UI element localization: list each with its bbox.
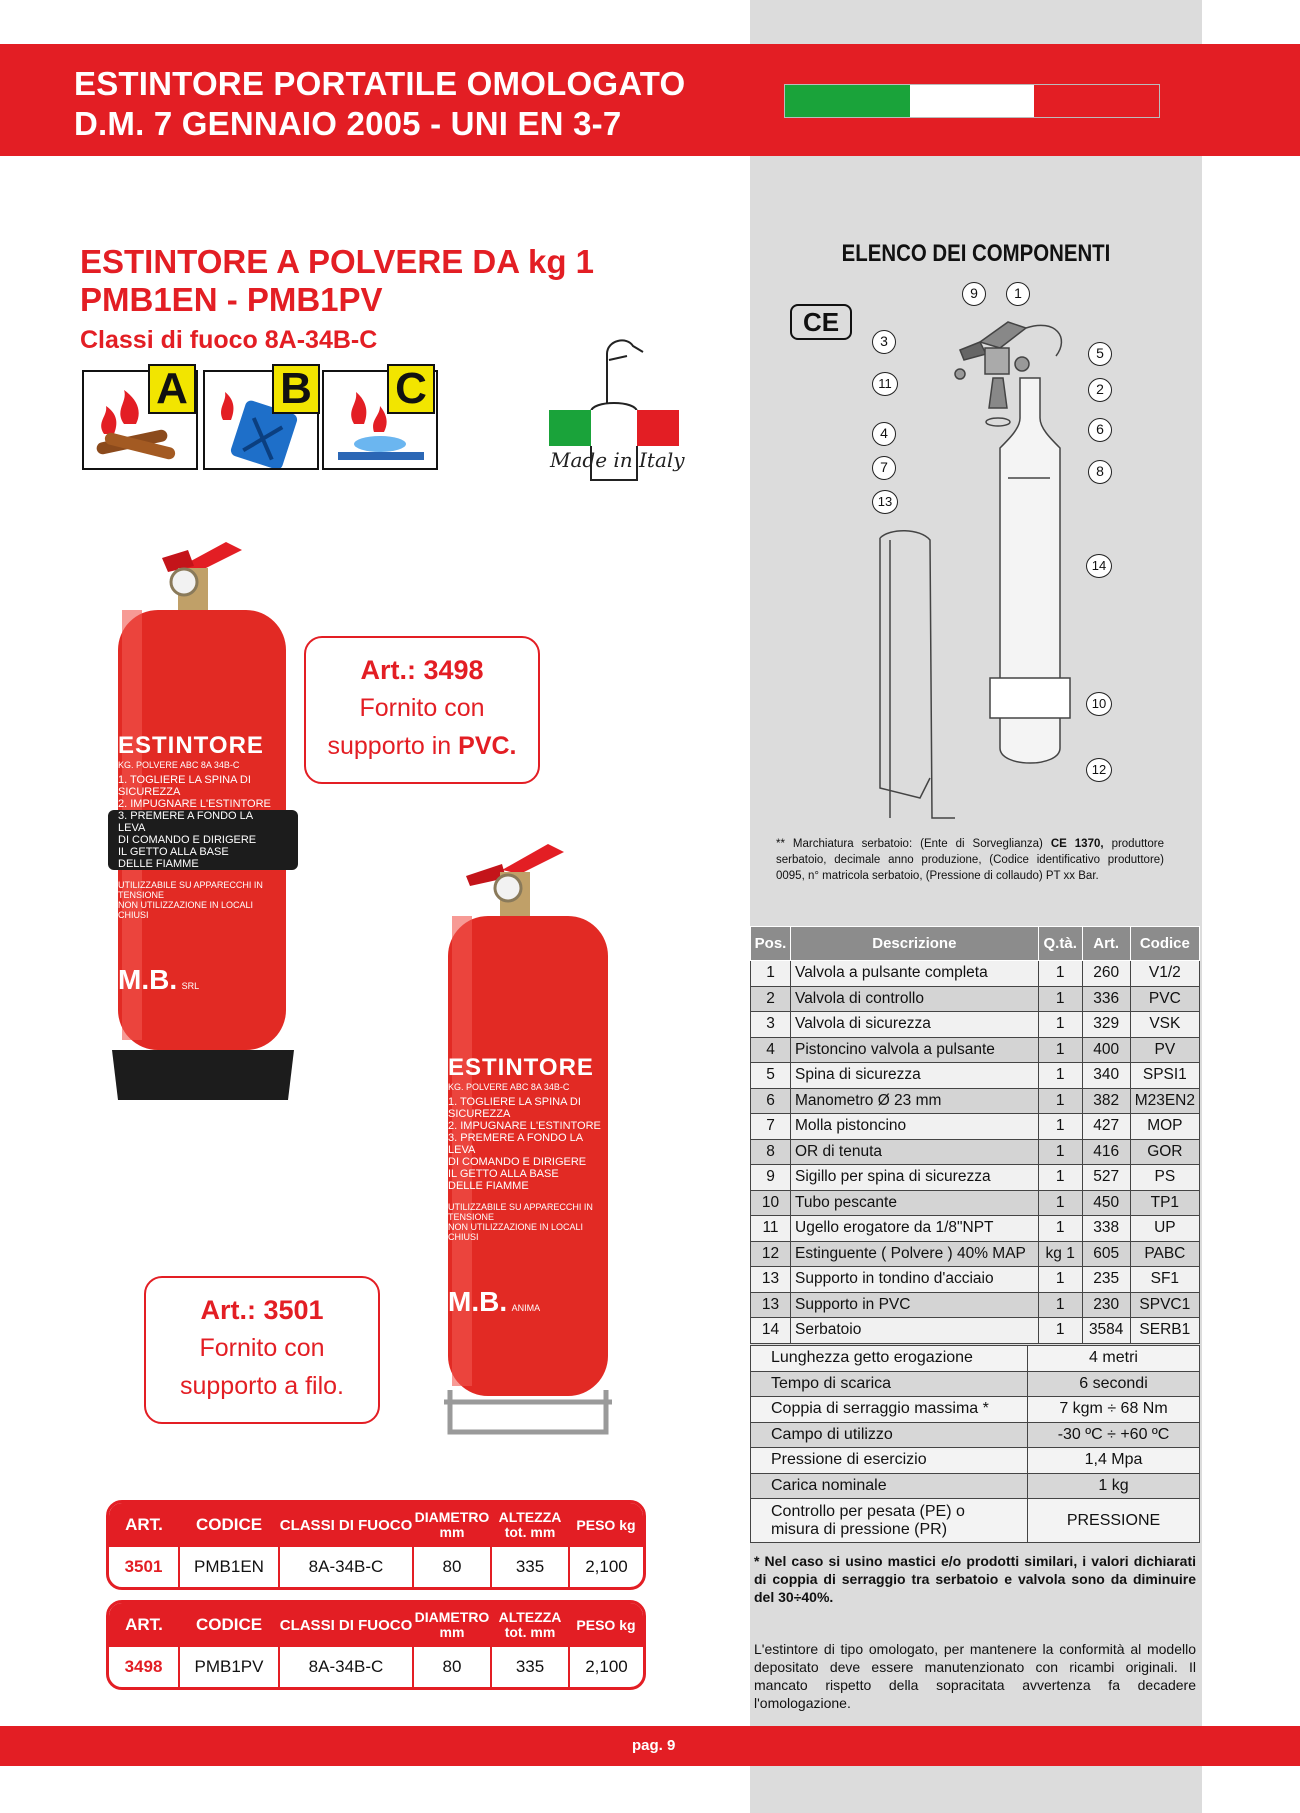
col-art: ART. bbox=[109, 1603, 179, 1647]
ce-mark: CE bbox=[790, 304, 852, 340]
col-classi: CLASSI DI FUOCO bbox=[279, 1503, 413, 1547]
component-row bbox=[751, 1292, 1200, 1318]
col-diametro: DIAMETRO mm bbox=[413, 1503, 491, 1547]
cell-descrizione: Spina di sicurezza bbox=[791, 1063, 1039, 1089]
cell-qta: 1 bbox=[1038, 1165, 1082, 1191]
spec-label: Lunghezza getto erogazione bbox=[751, 1346, 1028, 1372]
cell-classi: 8A-34B-C bbox=[279, 1547, 413, 1587]
cell-pos: 9 bbox=[751, 1165, 791, 1191]
col-descrizione: Descrizione bbox=[791, 927, 1039, 961]
component-row bbox=[751, 1318, 1200, 1344]
cell-qta: 1 bbox=[1038, 1063, 1082, 1089]
component-row bbox=[751, 1216, 1200, 1242]
col-qta: Q.tà. bbox=[1038, 927, 1082, 961]
cell-codice: MOP bbox=[1130, 1114, 1199, 1140]
extinguisher2-label-step3b: DI COMANDO E DIRIGERE bbox=[448, 1156, 587, 1168]
cell-descrizione: Valvola di controllo bbox=[791, 986, 1039, 1012]
fire-class-a-letter: A bbox=[148, 364, 196, 414]
cell-pos: 10 bbox=[751, 1190, 791, 1216]
extinguisher-label-step2: 2. IMPUGNARE L'ESTINTORE bbox=[118, 798, 271, 810]
spec-row bbox=[751, 1422, 1200, 1448]
marking-note-c: produttore serbatoio, decimale anno produzione, (Codice identificativo produttore) 0095, n° matricola serbatoio, (Pressione di collaudo) PT xx Bar. bbox=[776, 838, 1164, 882]
cell-codice: SERB1 bbox=[1130, 1318, 1199, 1344]
product-title-line2: PMB1EN - PMB1PV bbox=[80, 281, 383, 318]
extinguisher2-label-step1: 1. TOGLIERE LA SPINA DI bbox=[448, 1096, 581, 1108]
cell-pos: 2 bbox=[751, 986, 791, 1012]
callout-13: 13 bbox=[872, 490, 898, 514]
spec-label: Tempo di scarica bbox=[751, 1371, 1028, 1397]
callout-3501-art: Art.: 3501 bbox=[200, 1295, 324, 1325]
extinguisher2-label-step3: 3. PREMERE A FONDO LA LEVA bbox=[448, 1132, 583, 1156]
extinguisher2-label-step2: 2. IMPUGNARE L'ESTINTORE bbox=[448, 1120, 601, 1132]
spec-label: Pressione di esercizio bbox=[751, 1448, 1028, 1474]
cell-codice: SF1 bbox=[1130, 1267, 1199, 1293]
cell-codice: TP1 bbox=[1130, 1190, 1199, 1216]
col-codice: Codice bbox=[1130, 927, 1199, 961]
cell-pos: 14 bbox=[751, 1318, 791, 1344]
cell-codice: PVC bbox=[1130, 986, 1199, 1012]
cell-art: 336 bbox=[1082, 986, 1130, 1012]
component-row bbox=[751, 1012, 1200, 1038]
cell-qta: 1 bbox=[1038, 1318, 1082, 1344]
cell-descrizione: Serbatoio bbox=[791, 1318, 1039, 1344]
cell-descrizione: Sigillo per spina di sicurezza bbox=[791, 1165, 1039, 1191]
callout-3498-line2b: PVC. bbox=[458, 732, 517, 760]
spec-value: 7 kgm ÷ 68 Nm bbox=[1028, 1397, 1200, 1423]
callout-2: 2 bbox=[1088, 378, 1112, 402]
extinguisher-label-brand: M.B. bbox=[118, 964, 178, 995]
components-table bbox=[750, 926, 1200, 1344]
spec-row bbox=[751, 1499, 1200, 1543]
component-row bbox=[751, 1190, 1200, 1216]
component-row bbox=[751, 1241, 1200, 1267]
cell-art: 230 bbox=[1082, 1292, 1130, 1318]
cell-descrizione: Ugello erogatore da 1/8"NPT bbox=[791, 1216, 1039, 1242]
cell-pos: 13 bbox=[751, 1267, 791, 1293]
cell-qta: 1 bbox=[1038, 1012, 1082, 1038]
extinguisher-label-step3b: DI COMANDO E DIRIGERE bbox=[118, 834, 257, 846]
component-row bbox=[751, 986, 1200, 1012]
component-row bbox=[751, 1088, 1200, 1114]
cell-descrizione: Estinguente ( Polvere ) 40% MAP bbox=[791, 1241, 1039, 1267]
cell-pos: 4 bbox=[751, 1037, 791, 1063]
cell-art: 416 bbox=[1082, 1139, 1130, 1165]
callout-12: 12 bbox=[1086, 758, 1112, 782]
cell-altezza: 335 bbox=[491, 1647, 569, 1687]
cell-diametro: 80 bbox=[413, 1647, 491, 1687]
extinguisher2-label-anima: ANIMA bbox=[511, 1303, 541, 1313]
cell-descrizione: Supporto in PVC bbox=[791, 1292, 1039, 1318]
spec-label: Carica nominale bbox=[751, 1473, 1028, 1499]
cell-pos: 1 bbox=[751, 961, 791, 987]
spec-label: Controllo per pesata (PE) o misura di pressione (PR) bbox=[751, 1499, 1028, 1543]
cell-classi: 8A-34B-C bbox=[279, 1647, 413, 1687]
spec-table-body bbox=[751, 1346, 1200, 1543]
cell-qta: 1 bbox=[1038, 1037, 1082, 1063]
extinguisher2-label-step3c: IL GETTO ALLA BASE bbox=[448, 1168, 559, 1180]
spec-value: -30 ºC ÷ +60 ºC bbox=[1028, 1422, 1200, 1448]
spec-value: 6 secondi bbox=[1028, 1371, 1200, 1397]
callout-3498-line2a: supporto in bbox=[327, 732, 459, 760]
cell-descrizione: OR di tenuta bbox=[791, 1139, 1039, 1165]
cell-art: 3501 bbox=[109, 1547, 179, 1587]
spec-label: Campo di utilizzo bbox=[751, 1422, 1028, 1448]
col-altezza: ALTEZZA tot. mm bbox=[491, 1503, 569, 1547]
component-row bbox=[751, 1037, 1200, 1063]
cell-qta: 1 bbox=[1038, 961, 1082, 987]
cell-codice: PV bbox=[1130, 1037, 1199, 1063]
cell-qta: 1 bbox=[1038, 1190, 1082, 1216]
extinguisher2-label-sub: KG. POLVERE ABC 8A 34B-C bbox=[448, 1082, 570, 1092]
cell-art: 427 bbox=[1082, 1114, 1130, 1140]
cell-descrizione: Supporto in tondino d'acciaio bbox=[791, 1267, 1039, 1293]
extinguisher2-label-brand: M.B. bbox=[448, 1286, 508, 1317]
cell-art: 235 bbox=[1082, 1267, 1130, 1293]
cell-descrizione: Tubo pescante bbox=[791, 1190, 1039, 1216]
spec-value: 1 kg bbox=[1028, 1473, 1200, 1499]
cell-descrizione: Molla pistoncino bbox=[791, 1114, 1039, 1140]
spec-row bbox=[751, 1371, 1200, 1397]
extinguisher-label-pvc bbox=[118, 732, 274, 996]
extinguisher-label-step3c: IL GETTO ALLA BASE bbox=[118, 846, 229, 858]
cell-qta: 1 bbox=[1038, 1267, 1082, 1293]
italian-flag bbox=[784, 84, 1160, 118]
callout-14: 14 bbox=[1086, 554, 1112, 578]
marking-note bbox=[776, 836, 1164, 884]
callout-8: 8 bbox=[1088, 460, 1112, 484]
cell-qta: 1 bbox=[1038, 1139, 1082, 1165]
extinguisher2-label-warning1: UTILIZZABILE SU APPARECCHI IN TENSIONE bbox=[448, 1202, 593, 1222]
cell-qta: 1 bbox=[1038, 1292, 1082, 1318]
col-classi: CLASSI DI FUOCO bbox=[279, 1603, 413, 1647]
component-row bbox=[751, 961, 1200, 987]
cell-codice: SPVC1 bbox=[1130, 1292, 1199, 1318]
col-codice: CODICE bbox=[179, 1503, 279, 1547]
callout-5: 5 bbox=[1088, 342, 1112, 366]
extinguisher2-label-step3d: DELLE FIAMME bbox=[448, 1180, 529, 1192]
callout-10: 10 bbox=[1086, 692, 1112, 716]
cell-art: 340 bbox=[1082, 1063, 1130, 1089]
callout-6: 6 bbox=[1088, 418, 1112, 442]
cell-codice: PMB1EN bbox=[179, 1547, 279, 1587]
cell-altezza: 335 bbox=[491, 1547, 569, 1587]
cell-pos: 6 bbox=[751, 1088, 791, 1114]
col-pos: Pos. bbox=[751, 927, 791, 961]
extinguisher-label-step3d: DELLE FIAMME bbox=[118, 858, 199, 870]
cell-qta: 1 bbox=[1038, 1114, 1082, 1140]
cell-codice: M23EN2 bbox=[1130, 1088, 1199, 1114]
header-title bbox=[74, 64, 685, 144]
cell-art: 338 bbox=[1082, 1216, 1130, 1242]
cell-art: 260 bbox=[1082, 961, 1130, 987]
fire-class-c-letter: C bbox=[387, 364, 435, 414]
callout-3: 3 bbox=[872, 330, 896, 354]
callout-11: 11 bbox=[872, 372, 898, 396]
extinguisher-label-warning2: NON UTILIZZAZIONE IN LOCALI CHIUSI bbox=[118, 900, 254, 920]
col-codice: CODICE bbox=[179, 1603, 279, 1647]
cell-qta: 1 bbox=[1038, 986, 1082, 1012]
extinguisher2-label-warning2: NON UTILIZZAZIONE IN LOCALI CHIUSI bbox=[448, 1222, 584, 1242]
col-altezza: ALTEZZA tot. mm bbox=[491, 1603, 569, 1647]
header-line1: ESTINTORE PORTATILE OMOLOGATO bbox=[74, 65, 686, 102]
spec-row bbox=[751, 1346, 1200, 1372]
component-row bbox=[751, 1063, 1200, 1089]
callout-3498-art: Art.: 3498 bbox=[360, 655, 484, 685]
extinguisher-label-wire bbox=[448, 1054, 604, 1318]
component-row bbox=[751, 1114, 1200, 1140]
cell-pos: 8 bbox=[751, 1139, 791, 1165]
cell-codice: UP bbox=[1130, 1216, 1199, 1242]
cell-pos: 13 bbox=[751, 1292, 791, 1318]
footnote-omologato: L'estintore di tipo omologato, per mantenere la conformità al modello depositato deve essere manutenzionato con ricambi originali. Il mancato rispetto della sopracitata avvertenza fa decadere l'omologazione. bbox=[754, 1641, 1196, 1711]
cell-pos: 12 bbox=[751, 1241, 791, 1267]
spec-row bbox=[751, 1397, 1200, 1423]
cell-codice: PMB1PV bbox=[179, 1647, 279, 1687]
components-table-body bbox=[751, 961, 1200, 1344]
footnote-star: * Nel caso si usino mastici e/o prodotti similari, i valori dichiarati di coppia di serraggio tra serbatoio e valvola sono da diminuire del 30÷40%. bbox=[754, 1553, 1196, 1605]
extinguisher-label-step1: 1. TOGLIERE LA SPINA DI bbox=[118, 774, 251, 786]
fire-class-b-letter: B bbox=[272, 364, 320, 414]
header-line2: D.M. 7 GENNAIO 2005 - UNI EN 3-7 bbox=[74, 105, 622, 142]
spec-table bbox=[750, 1345, 1200, 1543]
cell-pos: 7 bbox=[751, 1114, 791, 1140]
extinguisher-label-step3: 3. PREMERE A FONDO LA LEVA bbox=[118, 810, 253, 834]
cell-codice: PS bbox=[1130, 1165, 1199, 1191]
cell-pos: 11 bbox=[751, 1216, 791, 1242]
callout-3501-line2: supporto a filo. bbox=[180, 1372, 344, 1400]
cell-descrizione: Manometro Ø 23 mm bbox=[791, 1088, 1039, 1114]
product-title-line1: ESTINTORE A POLVERE DA kg 1 bbox=[80, 243, 595, 280]
cell-qta: 1 bbox=[1038, 1216, 1082, 1242]
cell-descrizione: Valvola di sicurezza bbox=[791, 1012, 1039, 1038]
cell-descrizione: Valvola a pulsante completa bbox=[791, 961, 1039, 987]
marking-note-b: CE 1370, bbox=[1050, 838, 1104, 850]
cell-codice: SPSI1 bbox=[1130, 1063, 1199, 1089]
spec-value: PRESSIONE bbox=[1028, 1499, 1200, 1543]
cell-art: 450 bbox=[1082, 1190, 1130, 1216]
components-title: ELENCO DEI COMPONENTI bbox=[841, 240, 1111, 267]
cell-pos: 5 bbox=[751, 1063, 791, 1089]
col-peso: PESO kg bbox=[569, 1603, 643, 1647]
callout-4: 4 bbox=[872, 422, 896, 446]
callout-3498-line1: Fornito con bbox=[359, 694, 485, 722]
cell-codice: GOR bbox=[1130, 1139, 1199, 1165]
product-table-3498 bbox=[106, 1600, 646, 1690]
component-row bbox=[751, 1139, 1200, 1165]
cell-art: 3498 bbox=[109, 1647, 179, 1687]
fire-classes-label: Classi di fuoco 8A-34B-C bbox=[80, 326, 378, 354]
cell-art: 527 bbox=[1082, 1165, 1130, 1191]
cell-qta: kg 1 bbox=[1038, 1241, 1082, 1267]
extinguisher-label-warning1: UTILIZZABILE SU APPARECCHI IN TENSIONE bbox=[118, 880, 263, 900]
spec-label: Coppia di serraggio massima * bbox=[751, 1397, 1028, 1423]
extinguisher2-label-step1b: SICUREZZA bbox=[448, 1108, 511, 1120]
callout-7: 7 bbox=[872, 456, 896, 480]
cell-codice: V1/2 bbox=[1130, 961, 1199, 987]
callout-1: 1 bbox=[1006, 282, 1030, 306]
spec-value: 4 metri bbox=[1028, 1346, 1200, 1372]
cell-peso: 2,100 bbox=[585, 1657, 628, 1676]
page-number: pag. 9 bbox=[632, 1737, 676, 1754]
callout-3501-line1: Fornito con bbox=[199, 1334, 325, 1362]
cell-codice: VSK bbox=[1130, 1012, 1199, 1038]
col-diametro: DIAMETRO mm bbox=[413, 1603, 491, 1647]
made-in-italy-text: Made in Italy bbox=[550, 448, 685, 472]
cell-art: 382 bbox=[1082, 1088, 1130, 1114]
spec-value: 1,4 Mpa bbox=[1028, 1448, 1200, 1474]
cell-art: 605 bbox=[1082, 1241, 1130, 1267]
extinguisher-label-step1b: SICUREZZA bbox=[118, 786, 181, 798]
cell-diametro: 80 bbox=[413, 1547, 491, 1587]
component-row bbox=[751, 1267, 1200, 1293]
callout-art-3498 bbox=[304, 636, 540, 784]
spec-row bbox=[751, 1473, 1200, 1499]
col-peso: PESO kg bbox=[569, 1503, 643, 1547]
extinguisher-label-srl: SRL bbox=[181, 981, 200, 991]
marking-note-a: ** Marchiatura serbatoio: (Ente di Sorveglianza) bbox=[776, 838, 1043, 850]
cell-art: 400 bbox=[1082, 1037, 1130, 1063]
extinguisher-label-sub: KG. POLVERE ABC 8A 34B-C bbox=[118, 760, 240, 770]
cell-descrizione: Pistoncino valvola a pulsante bbox=[791, 1037, 1039, 1063]
extinguisher2-label-title: ESTINTORE bbox=[448, 1054, 594, 1081]
cell-qta: 1 bbox=[1038, 1088, 1082, 1114]
extinguisher-label-title: ESTINTORE bbox=[118, 732, 264, 759]
col-art: ART. bbox=[109, 1503, 179, 1547]
cell-art: 329 bbox=[1082, 1012, 1130, 1038]
product-title bbox=[80, 243, 594, 319]
col-art: Art. bbox=[1082, 927, 1130, 961]
cell-codice: PABC bbox=[1130, 1241, 1199, 1267]
cell-art: 3584 bbox=[1082, 1318, 1130, 1344]
cell-peso: 2,100 bbox=[585, 1557, 628, 1576]
product-table-3501 bbox=[106, 1500, 646, 1590]
cell-pos: 3 bbox=[751, 1012, 791, 1038]
callout-9: 9 bbox=[962, 282, 986, 306]
component-row bbox=[751, 1165, 1200, 1191]
spec-row bbox=[751, 1448, 1200, 1474]
callout-art-3501 bbox=[144, 1276, 380, 1424]
